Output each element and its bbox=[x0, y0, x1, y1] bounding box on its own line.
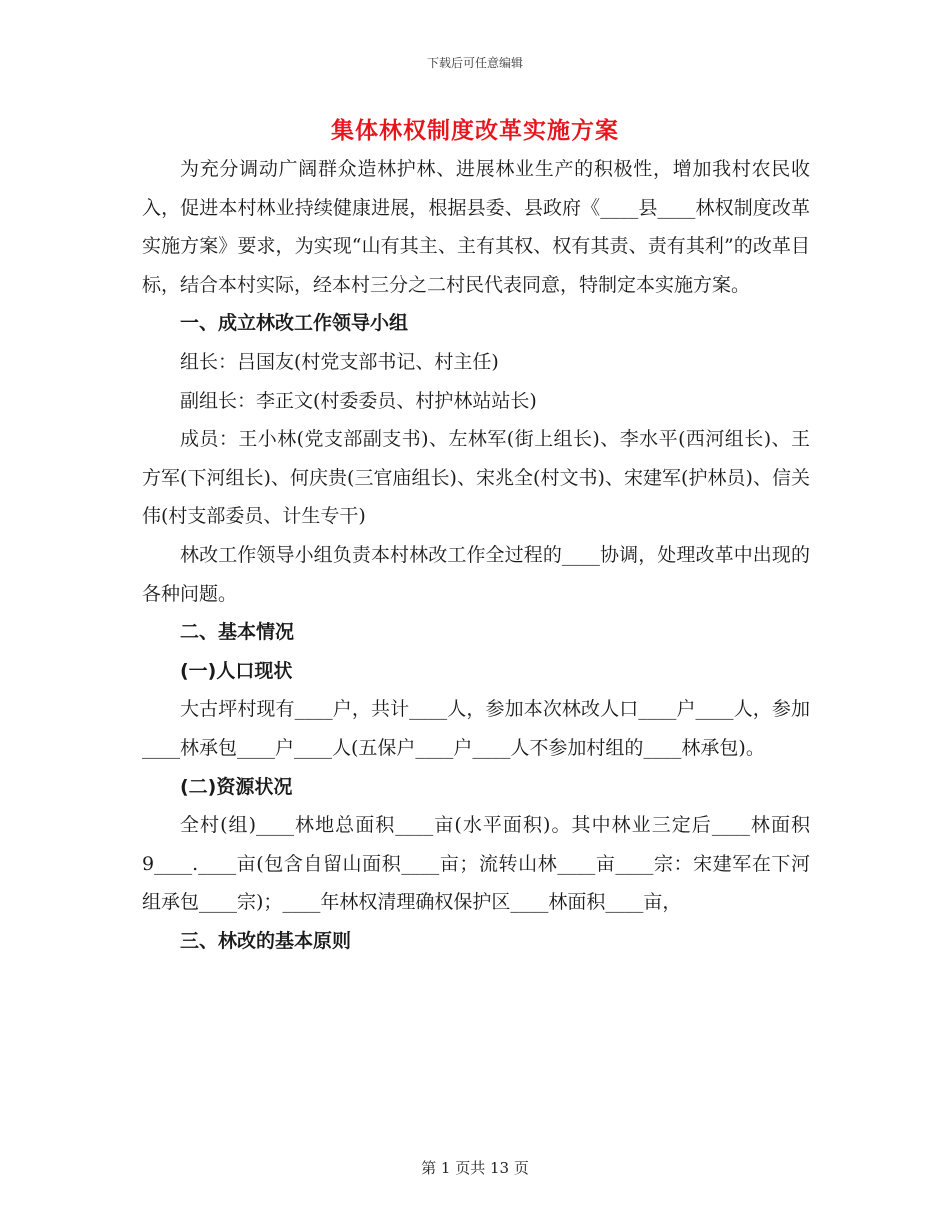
group-leader-line: 组长：吕国友(村党支部书记、村主任) bbox=[180, 350, 499, 373]
resources-paragraph: 全村(组)____林地总面积____亩(水平面积)。其中林业三定后____林面积9____.____亩(包含自留山面积____亩；流转山林____亩____宗：宋建军在下河组承包____宗)；____年林权清理确权保护区____林面积____亩， bbox=[142, 814, 810, 914]
subheading-population: (一)人口现状 bbox=[180, 659, 293, 682]
intro-paragraph: 为充分调动广阔群众造林护林、进展林业生产的积极性，增加我村农民收入，促进本村林业持续健康进展，根据县委、县政府《____县____林权制度改革实施方案》要求，为实现“山有其主、主有其权、权有其责、责有其利”的改革目标，结合本村实际，经本村三分之二村民代表同意，特制定本实施方案。 bbox=[142, 158, 810, 296]
population-paragraph: 大古坪村现有____户，共计____人，参加本次林改人口____户____人，参加____林承包____户____人(五保户____户____人不参加村组的____林承包)。 bbox=[142, 698, 810, 759]
document-title: 集体林权制度改革实施方案 bbox=[331, 118, 619, 144]
section-heading-leadership-group: 一、成立林改工作领导小组 bbox=[180, 312, 409, 335]
section-heading-basic-principles: 三、林改的基本原则 bbox=[180, 929, 352, 952]
subheading-resources: (二)资源状况 bbox=[180, 775, 293, 798]
members-paragraph: 成员：王小林(党支部副支书)、左林军(街上组长)、李水平(西河组长)、王方军(下河组长)、何庆贵(三官庙组长)、宋兆全(村文书)、宋建军(护林员)、信关伟(村支部委员、计生专干) bbox=[142, 428, 810, 528]
group-responsibility-paragraph: 林改工作领导小组负责本村林改工作全过程的____协调，处理改革中出现的各种问题。 bbox=[142, 543, 810, 605]
section-heading-basic-situation: 二、基本情况 bbox=[180, 621, 295, 644]
page-number: 第 1 页共 13 页 bbox=[421, 1159, 529, 1177]
header-note: 下载后可任意编辑 bbox=[426, 56, 523, 70]
deputy-leader-line: 副组长：李正文(村委委员、村护林站站长) bbox=[180, 389, 537, 412]
document-body bbox=[142, 150, 810, 960]
